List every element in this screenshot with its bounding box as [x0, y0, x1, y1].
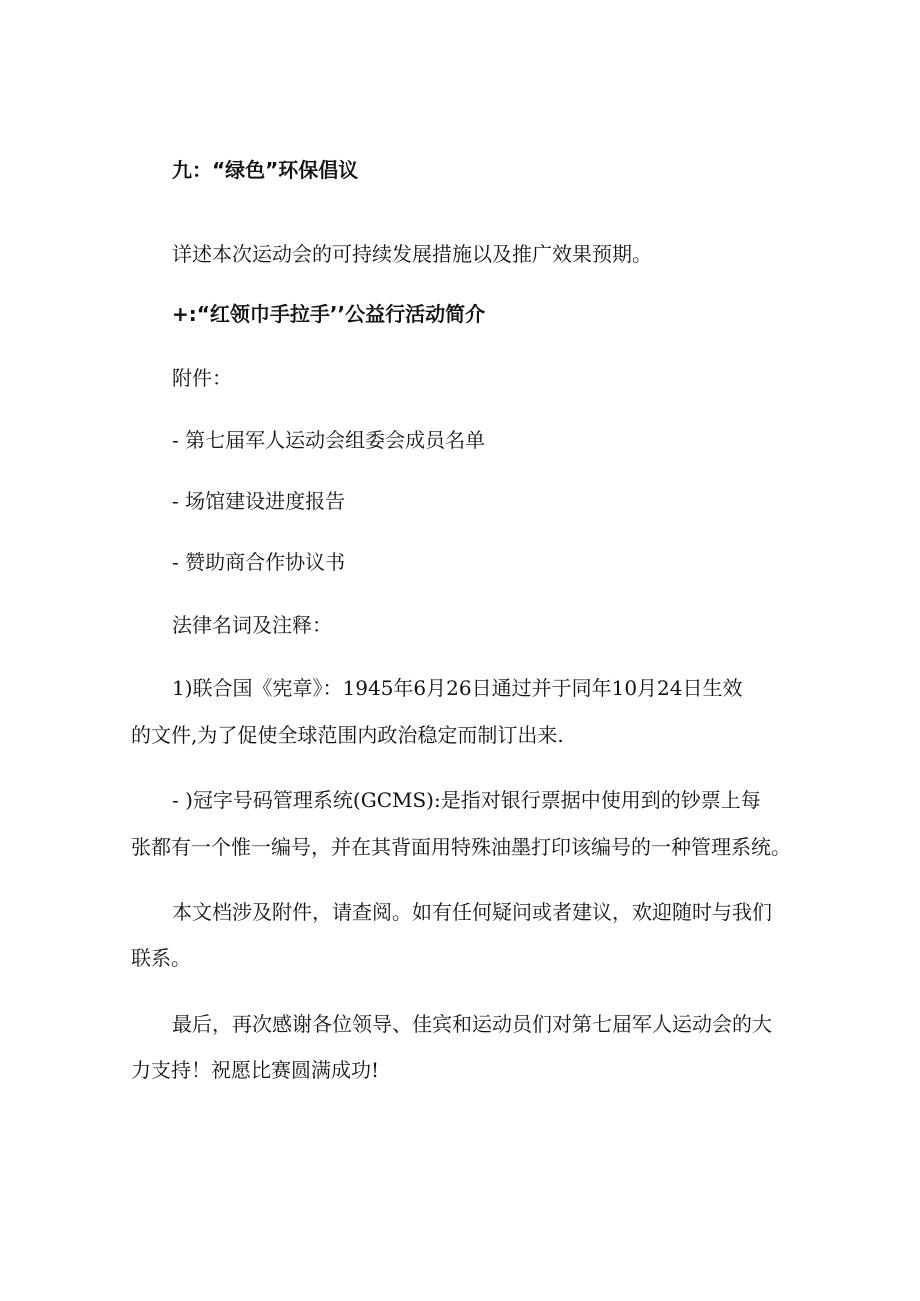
- note-paragraph-line-2: 联系。: [131, 946, 191, 970]
- legal-term-1-line-1: 1)联合国《宪章》：1945年6月26日通过并于同年10月24日生效: [172, 676, 743, 700]
- legal-terms-label: 法律名词及注释：: [172, 613, 332, 637]
- section-9-body: 详述本次运动会的可持续发展措施以及推广效果预期。: [172, 242, 652, 266]
- closing-paragraph-line-2: 力支持！祝愿比赛圆满成功!: [131, 1058, 380, 1082]
- attachment-item-venue-report: - 场馆建设进度报告: [172, 489, 346, 513]
- legal-term-1-line-2: 的文件,为了促使全球范围内政治稳定而制订出来.: [131, 723, 564, 747]
- closing-paragraph-line-1: 最后，再次感谢各位领导、佳宾和运动员们对第七届军人运动会的大: [172, 1012, 772, 1036]
- section-9-heading: 九：“绿色”环保倡议: [172, 158, 359, 182]
- note-paragraph-line-1: 本文档涉及附件，请查阅。如有任何疑问或者建议，欢迎随时与我们: [172, 900, 772, 924]
- legal-term-2-line-2: 张都有一个惟一编号，并在其背面用特殊油墨打印该编号的一种管理系统。: [131, 835, 791, 859]
- legal-term-2-line-1: - )冠字号码管理系统(GCMS):是指对银行票据中使用到的钞票上每: [172, 788, 761, 812]
- attachments-label: 附件：: [172, 366, 232, 390]
- attachment-item-members: - 第七届军人运动会组委会成员名单: [172, 428, 486, 452]
- section-10-heading: +:“红领巾手拉手’’公益行活动简介: [172, 302, 486, 326]
- attachment-item-sponsor-agreement: - 赞助商合作协议书: [172, 550, 346, 574]
